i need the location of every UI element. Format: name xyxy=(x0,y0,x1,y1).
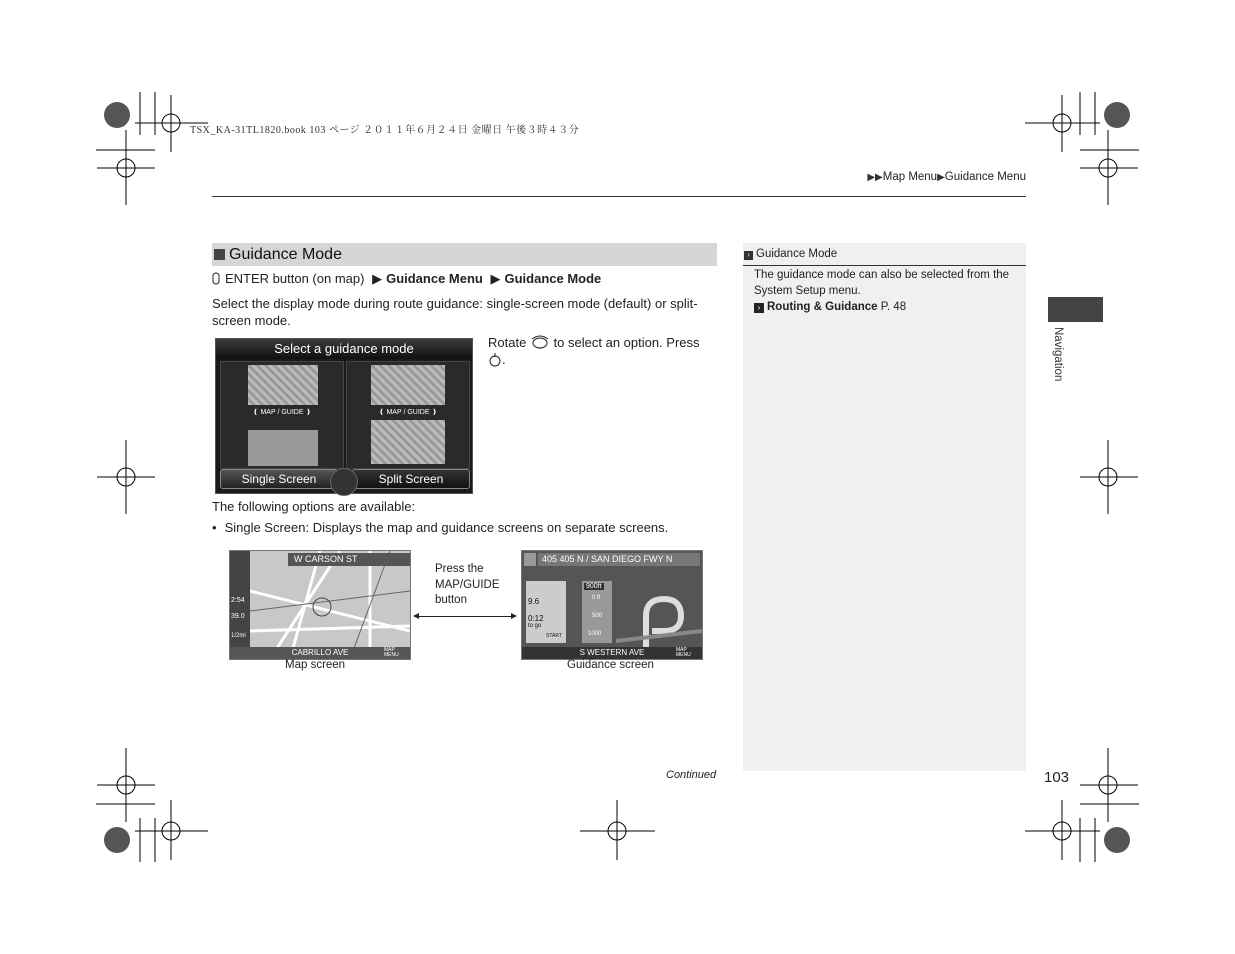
bullet-label: Single Screen: xyxy=(224,520,310,535)
map-street-name: W CARSON ST xyxy=(288,553,411,566)
path-guidance-mode: Guidance Mode xyxy=(504,271,602,286)
single-guide-thumb xyxy=(248,430,318,466)
guidance-dist-500: 500 xyxy=(592,613,603,619)
rotate-text-end: . xyxy=(502,352,506,367)
selector-title: Select a guidance mode xyxy=(216,339,472,359)
header-rule xyxy=(212,196,1026,197)
menu-path xyxy=(212,271,601,287)
section-header xyxy=(212,243,717,266)
section-title: Guidance Mode xyxy=(229,246,342,263)
breadcrumb xyxy=(867,171,1026,183)
map-time-2: 39.0 xyxy=(231,613,245,620)
bullet-text: Displays the map and guidance screens on separate screens. xyxy=(309,520,669,535)
sidebar-note xyxy=(743,243,1026,771)
map-roads xyxy=(230,551,410,659)
compass-icon xyxy=(524,553,536,566)
page-number: 103 xyxy=(1044,769,1070,786)
guidance-bottom-street: S WESTERN AVE xyxy=(522,647,702,659)
reference-title: Routing & Guidance xyxy=(767,301,878,313)
map-side-panel xyxy=(230,551,250,647)
rotate-instruction xyxy=(488,334,713,368)
chapter-tab xyxy=(1048,297,1103,322)
map-bottom-street: CABRILLO AVE xyxy=(230,647,410,659)
single-map-thumb xyxy=(248,365,318,405)
rotate-dial-icon xyxy=(530,334,550,350)
guidance-info-panel xyxy=(526,581,566,643)
map-scale: 1/2mi xyxy=(231,633,246,639)
split-map-thumb xyxy=(371,365,445,405)
guidance-time: 0:12 xyxy=(528,614,544,623)
single-screen-button[interactable]: Single Screen xyxy=(220,469,338,489)
rotate-word: Rotate xyxy=(488,335,527,350)
single-screen-bullet xyxy=(212,520,668,535)
chapter-label: Navigation xyxy=(1052,327,1064,382)
intro-text: Select the display mode during route guidance: single-screen mode (default) or split-screen mode. xyxy=(212,296,698,328)
enter-button-icon xyxy=(212,272,221,285)
breadcrumb-separator: ▶ xyxy=(937,172,945,183)
interface-dial-knob xyxy=(330,468,358,496)
double-arrow xyxy=(415,616,515,617)
guidance-screen-image xyxy=(521,550,703,660)
guidance-menu-label: MAP MENU xyxy=(676,647,691,658)
rotate-text-mid: to select an option. Press xyxy=(553,335,700,350)
split-screen-pane xyxy=(346,361,470,469)
press-dial-icon xyxy=(488,353,502,367)
path-start: ENTER button (on map) xyxy=(225,271,365,286)
map-screen-caption: Map screen xyxy=(285,659,346,671)
options-intro: The following options are available: xyxy=(212,499,416,514)
map-time-1: 2:54 xyxy=(231,597,245,604)
guidance-start: START xyxy=(546,633,562,639)
map-screen-image xyxy=(229,550,411,660)
note-icon: › xyxy=(744,251,753,260)
sidebar-reference[interactable] xyxy=(754,299,906,315)
path-guidance-menu: Guidance Menu xyxy=(386,271,483,286)
breadcrumb-guidance-menu: Guidance Menu xyxy=(944,171,1026,183)
split-guide-thumb xyxy=(371,420,445,464)
guidance-to-go: to go xyxy=(528,623,542,629)
guidance-miles: 9.6 xyxy=(528,597,540,606)
path-sep-2: ▶ xyxy=(490,271,501,286)
reference-arrow-icon: › xyxy=(754,303,764,313)
breadcrumb-arrows: ▶▶ xyxy=(867,172,883,183)
print-header: TSX_KA-31TL1820.book 103 ページ ２０１１年６月２４日 金曜日 午後３時４３分 xyxy=(190,125,580,136)
guidance-dist-0: 0 ft xyxy=(592,595,601,601)
path-sep-1: ▶ xyxy=(372,271,383,286)
guidance-screen-caption: Guidance screen xyxy=(567,659,654,671)
continued-label: Continued xyxy=(666,769,717,781)
sidebar-heading xyxy=(743,243,1026,266)
guidance-turn-arrow xyxy=(616,571,702,647)
guidance-street-name: 405 405 N / SAN DIEGO FWY N xyxy=(538,553,700,566)
split-map-guide-label: ❪ MAP / GUIDE ❫ xyxy=(378,409,438,416)
section-square-icon xyxy=(214,249,225,260)
single-screen-pane xyxy=(220,361,344,469)
sidebar-text: The guidance mode can also be selected from the System Setup menu. xyxy=(754,269,1010,297)
map-menu-label: MAP MENU xyxy=(384,647,399,658)
breadcrumb-map-menu: Map Menu xyxy=(882,171,938,183)
guidance-dist-top: 900ft xyxy=(586,583,602,590)
guidance-dist-1000: 1000 xyxy=(588,631,602,637)
press-map-guide-text: Press the MAP/GUIDE button xyxy=(435,563,500,606)
bullet-dot: • xyxy=(212,520,217,535)
reference-page: P. 48 xyxy=(877,301,907,313)
sidebar-heading-text: Guidance Mode xyxy=(756,248,838,260)
single-map-guide-label: ❪ MAP / GUIDE ❫ xyxy=(252,409,312,416)
split-screen-button[interactable]: Split Screen xyxy=(352,469,470,489)
